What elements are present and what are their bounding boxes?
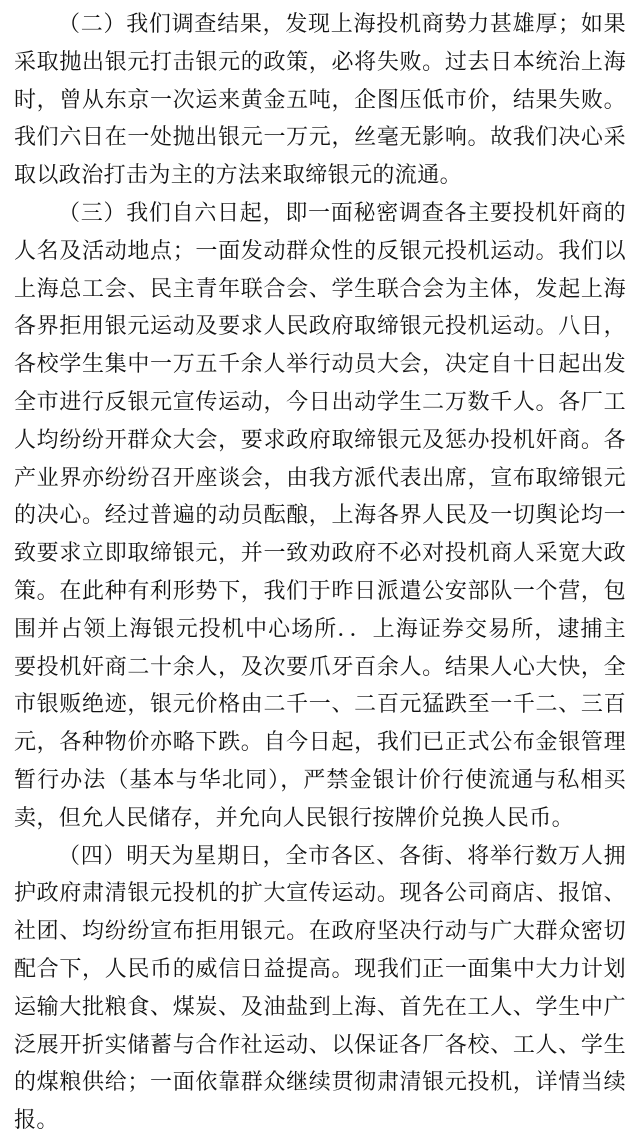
paragraph-section-two: （二）我们调查结果，发现上海投机商势力甚雄厚；如果采取抛出银元打击银元的政策，必将失败。过去日本统治上海时，曾从东京一次运来黄金五吨，企图压低市价，结果失败。我们六日在一处抛出银元一万元，丝毫无影响。故我们决心采取以政治打击为主的方法来取缔银元的流通。	[14, 12, 626, 189]
paragraph-section-three: （三）我们自六日起，即一面秘密调查各主要投机奸商的人名及活动地点；一面发动群众性的反银元投机运动。我们以上海总工会、民主青年联合会、学生联合会为主体，发起上海各界拒用银元运动及要求人民政府取缔银元投机运动。八日，各校学生集中一万五千余人举行动员大会，决定自十日起出发全市进行反银元宣传运动，今日出动学生二万数千人。各厂工人均纷纷开群众大会，要求政府取缔银元及惩办投机奸商。各产业界亦纷纷召开座谈会，由我方派代表出席，宣布取缔银元的决心。经过普遍的动员酝酿，上海各界人民及一切舆论均一致要求立即取缔银元，并一致劝政府不必对投机商人采宽大政策。在此种有利形势下，我们于昨日派遣公安部队一个营，包围并占领上海银元投机中心场所．．上海证券交易所，逮捕主要投机奸商二十余人，及次要爪牙百余人。结果人心大快，全市银贩绝迹，银元价格由二千一、二百元猛跌至一千二、三百元，各种物价亦略下跌。自今日起，我们已正式公布金银管理暂行办法（基本与华北同），严禁金银计价行使流通与私相买卖，但允人民储存，并允向人民银行按牌价兑换人民币。	[14, 200, 626, 831]
paragraph-section-four: （四）明天为星期日，全市各区、各街、将举行数万人拥护政府肃清银元投机的扩大宣传运动。现各公司商店、报馆、社团、均纷纷宣布拒用银元。在政府坚决行动与广大群众密切配合下，人民币的威信日益提高。现我们正一面集中大力计划运输大批粮食、煤炭、及油盐到上海、首先在工人、学生中广泛展开折实储蓄与合作社运动、以保证各厂各校、工人、学生的煤粮供给；一面依靠群众继续贯彻肃清银元投机，详情当续报。	[14, 843, 626, 1134]
